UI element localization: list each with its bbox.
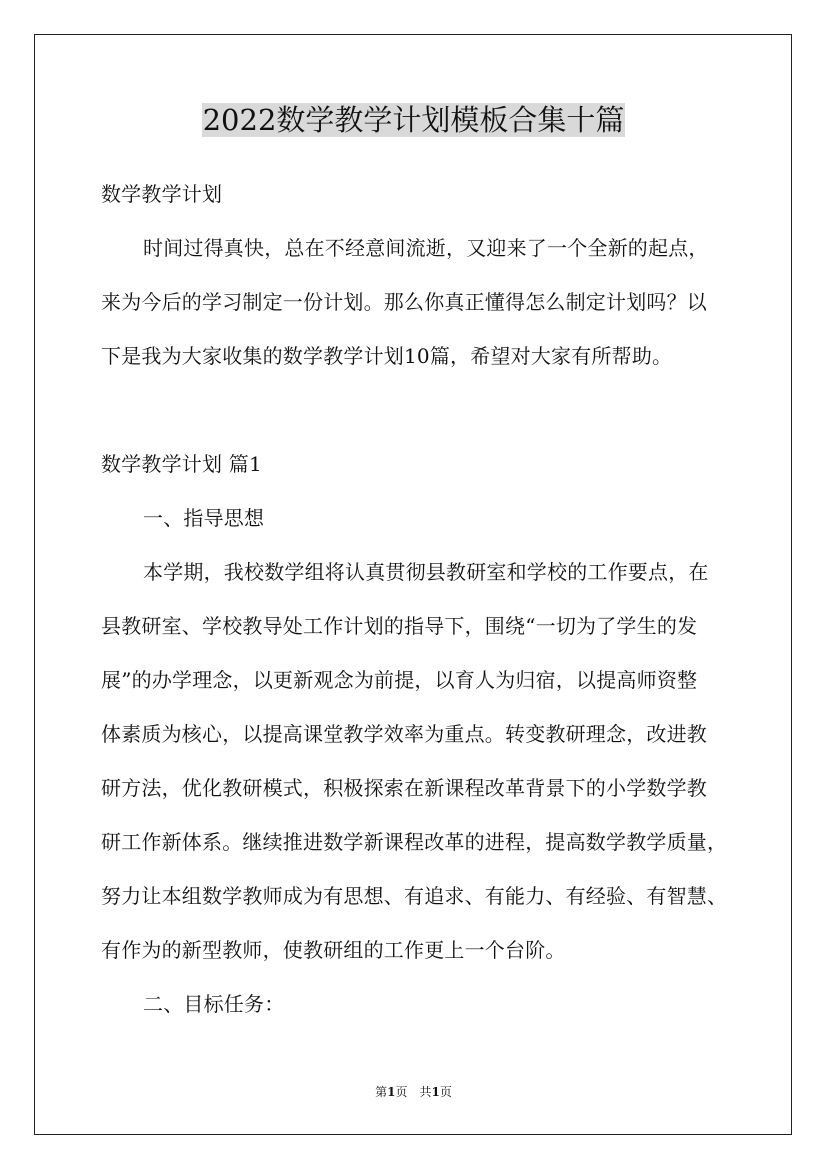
document-title xyxy=(0,100,827,140)
footer-mid: 页 共 xyxy=(395,1085,432,1099)
footer-total-pages: 1 xyxy=(431,1085,440,1099)
intro-line: 下是我为大家收集的数学教学计划10篇，希望对大家有所帮助。 xyxy=(101,344,673,368)
part1-heading: 数学教学计划 篇1 xyxy=(101,452,262,476)
body-line: 努力让本组数学教师成为有思想、有追求、有能力、有经验、有智慧、 xyxy=(101,884,728,908)
body-line: 展”的办学理念，以更新观念为前提，以育人为归宿，以提高师资整 xyxy=(101,668,698,692)
section-heading: 数学教学计划 xyxy=(101,182,223,206)
body-line: 县教研室、学校教导处工作计划的指导下，围绕“一切为了学生的发 xyxy=(101,614,698,638)
body-line: 本学期，我校数学组将认真贯彻县教研室和学校的工作要点，在 xyxy=(143,560,709,584)
body-line: 研工作新体系。继续推进数学新课程改革的进程，提高数学教学质量， xyxy=(101,830,728,854)
subsection-heading: 二、目标任务： xyxy=(143,992,285,1016)
document-title-text: 2022数学教学计划模板合集十篇 xyxy=(202,103,625,137)
intro-line: 时间过得真快，总在不经意间流逝，又迎来了一个全新的起点， xyxy=(143,236,709,260)
body-line: 有作为的新型教师，使教研组的工作更上一个台阶。 xyxy=(101,938,566,962)
body-line: 体素质为核心，以提高课堂教学效率为重点。转变教研理念，改进教 xyxy=(101,722,707,746)
footer-suffix: 页 xyxy=(439,1085,452,1099)
footer-page-number: 1 xyxy=(387,1085,396,1099)
body-line: 研方法，优化教研模式，积极探索在新课程改革背景下的小学数学教 xyxy=(101,776,707,800)
intro-line: 来为今后的学习制定一份计划。那么你真正懂得怎么制定计划吗？以 xyxy=(101,290,707,314)
page-footer xyxy=(0,1084,827,1100)
footer-prefix: 第 xyxy=(375,1085,388,1099)
subsection-heading: 一、指导思想 xyxy=(143,506,265,530)
